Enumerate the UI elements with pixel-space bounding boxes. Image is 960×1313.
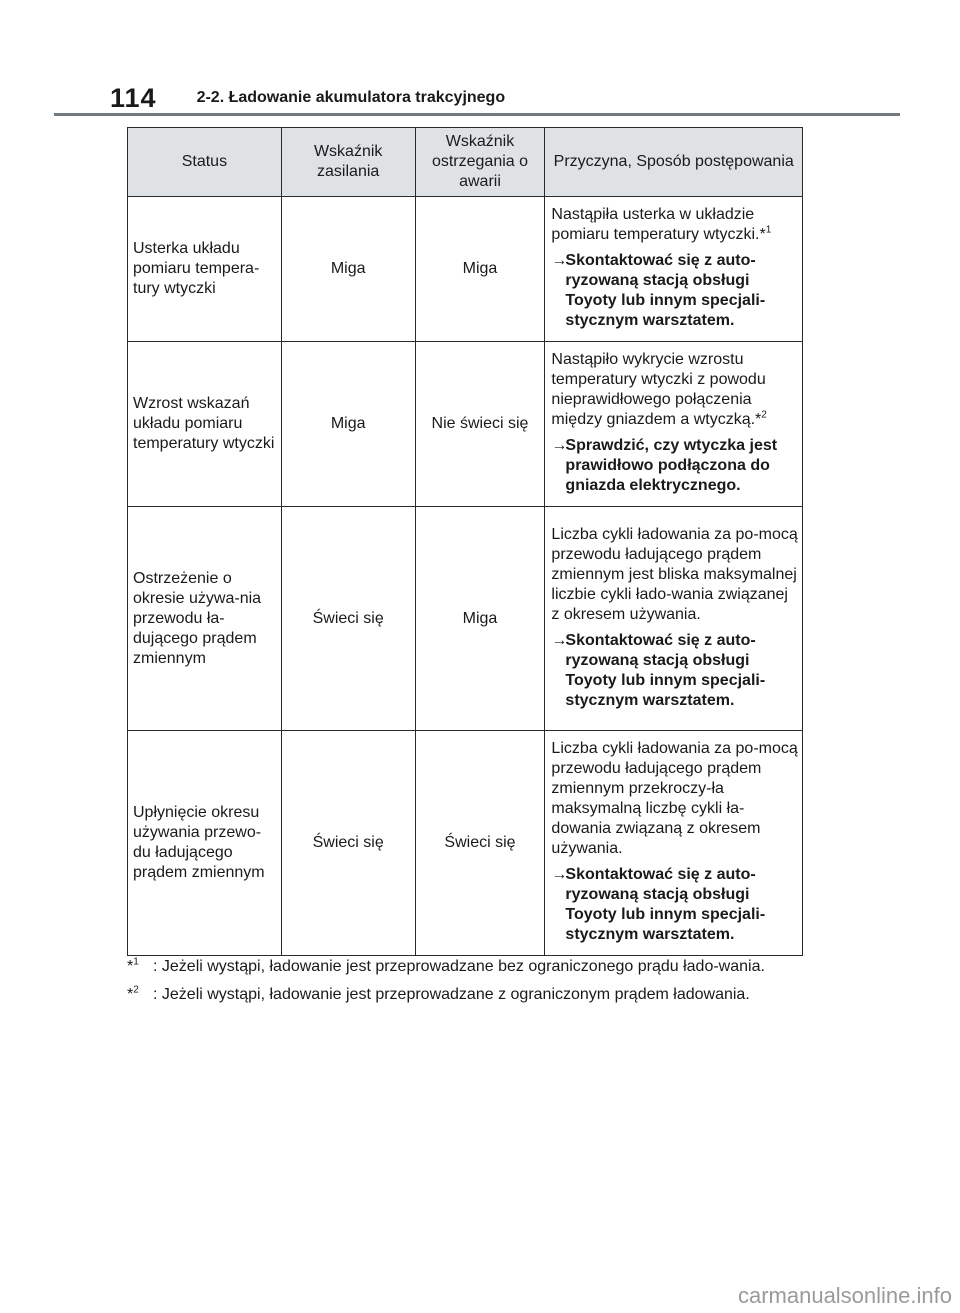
warning-indicator-cell: Nie świeci się xyxy=(415,342,545,507)
table-row xyxy=(128,342,803,507)
cause-cell xyxy=(545,197,803,342)
table-row xyxy=(128,731,803,956)
action-item xyxy=(551,631,798,711)
cause-text: Nastąpiła usterka w układzie pomiaru temperatury wtyczki.*$^1$ xyxy=(551,206,772,243)
status-cell: Usterka układu pomiaru tempera-tury wtyczki xyxy=(128,197,282,342)
arrow-icon: → xyxy=(551,631,568,649)
action-text: Skontaktować się z auto-ryzowaną stacją obsługi Toyoty lub innym specjali-stycznym warsztatem. xyxy=(565,631,766,709)
arrow-icon: → xyxy=(551,437,568,454)
status-cell: Wzrost wskazań układu pomiaru temperatury wtyczki xyxy=(128,342,282,507)
cause-text: Liczba cykli ładowania za po-mocą przewodu ładującego prądem zmiennym jest bliska maksymalnej liczbie cykli łado-wania związanej z okresem używania. xyxy=(551,525,798,623)
footnote-text: : Jeżeli wystąpi, ładowanie jest przeprowadzane z ograniczonym prądem ładowania. xyxy=(153,986,750,1003)
power-indicator-cell: Miga xyxy=(281,342,415,507)
cause-text: Liczba cykli ładowania za po-mocą przewodu ładującego prądem zmiennym przekroczy-ła maksymalną liczbę cykli ła-dowania związaną z okresem używania. xyxy=(551,740,798,857)
footnote-mark: *$^2$ xyxy=(127,984,139,1003)
warning-indicator-cell: Miga xyxy=(415,197,545,342)
action-item xyxy=(551,436,798,496)
page-number: 114 xyxy=(110,82,157,113)
action-text: Skontaktować się z auto-ryzowaną stacją obsługi Toyoty lub innym specjali-stycznym warsztatem. xyxy=(565,252,766,329)
table-header-row xyxy=(128,128,803,197)
footnotes xyxy=(127,956,807,1012)
warning-indicator-cell: Świeci się xyxy=(415,731,545,956)
footnote-ref: 1 xyxy=(765,224,772,236)
status-table xyxy=(127,127,803,956)
action-text: Sprawdzić, czy wtyczka jest prawidłowo podłączona do gniazda elektrycznego. xyxy=(565,437,778,494)
action-item xyxy=(551,865,798,945)
column-header-cause: Przyczyna, Sposób postępowania xyxy=(545,128,803,197)
column-header-warning-indicator: Wskaźnik ostrzegania o awarii xyxy=(415,128,545,197)
action-item xyxy=(551,251,798,331)
cause-cell xyxy=(545,731,803,956)
section-title: 2-2. Ładowanie akumulatora trakcyjnego xyxy=(196,89,506,106)
cause-cell xyxy=(545,342,803,507)
page-header xyxy=(110,78,505,118)
power-indicator-cell: Miga xyxy=(281,197,415,342)
column-header-power-indicator: Wskaźnik zasilania xyxy=(281,128,415,197)
status-cell: Upłynięcie okresu używania przewo-du ładującego prądem zmiennym xyxy=(128,731,282,956)
status-cell: Ostrzeżenie o okresie używa-nia przewodu ła-dującego prądem zmiennym xyxy=(128,507,282,731)
watermark: carmanualsonline.info xyxy=(737,1283,952,1308)
arrow-icon: → xyxy=(551,866,568,883)
table-row xyxy=(128,507,803,731)
power-indicator-cell: Świeci się xyxy=(281,507,415,731)
table-row xyxy=(128,197,803,342)
cause-text: Nastąpiło wykrycie wzrostu temperatury wtyczki z powodu nieprawidłowego połączenia między gniazdem a wtyczką.*$^2$ xyxy=(551,351,767,428)
warning-indicator-cell: Miga xyxy=(415,507,545,731)
column-header-status: Status xyxy=(128,128,282,197)
footnote-text: : Jeżeli wystąpi, ładowanie jest przeprowadzane bez ograniczonego prądu łado-wania. xyxy=(153,958,765,975)
footnote-item xyxy=(127,956,807,978)
footnote-item xyxy=(127,984,807,1006)
arrow-icon: → xyxy=(551,252,568,269)
action-text: Skontaktować się z auto-ryzowaną stacją obsługi Toyoty lub innym specjali-stycznym warsztatem. xyxy=(565,866,766,943)
footnote-ref: 2 xyxy=(761,409,767,421)
footnote-mark: *$^1$ xyxy=(127,956,139,975)
header-divider xyxy=(54,113,900,116)
cause-cell xyxy=(545,507,803,731)
power-indicator-cell: Świeci się xyxy=(281,731,415,956)
